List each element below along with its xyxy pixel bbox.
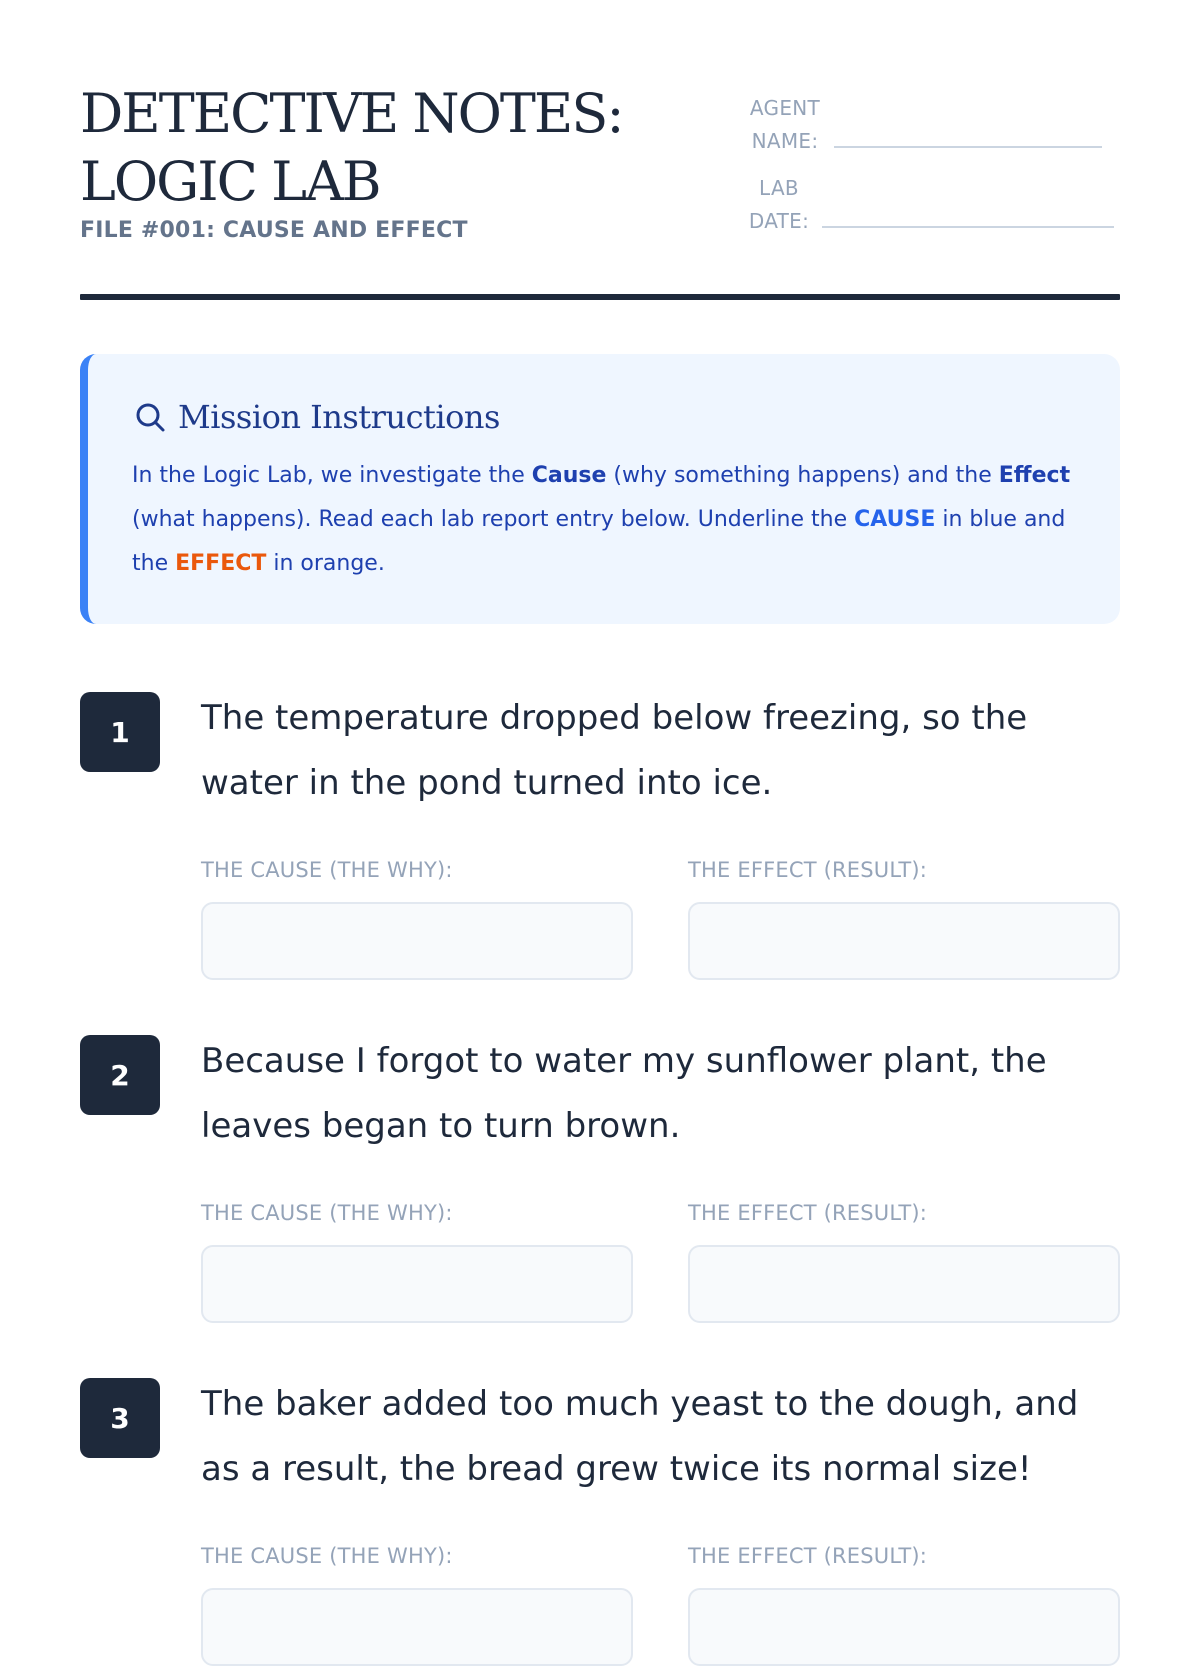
title-line-1: DETECTIVE NOTES: [80, 82, 623, 145]
worksheet-header [80, 0, 1120, 300]
question-number-badge: 3 [80, 1378, 160, 1458]
mission-text-part: (what happens). Read each lab report entry below. Underline the [132, 507, 855, 532]
mission-title: Mission Instructions [178, 398, 500, 436]
cause-label: THE CAUSE (THE WHY): [201, 1544, 453, 1568]
cause-label: THE CAUSE (THE WHY): [201, 858, 453, 882]
effect-label: THE EFFECT (RESULT): [688, 1201, 928, 1225]
page-title [80, 80, 700, 216]
lab-date-label-line-2: DATE: [748, 209, 810, 233]
question-text: The temperature dropped below freezing, so the water in the pond turned into ice. [201, 698, 1028, 803]
cause-answer-box[interactable] [201, 1245, 633, 1323]
lab-date-label-line-1: LAB [759, 176, 799, 200]
question-text: Because I forgot to water my sunflower plant, the leaves began to turn brown. [201, 1041, 1047, 1146]
mission-instructions-box [80, 354, 1120, 624]
question-text: The baker added too much yeast to the dough, and as a result, the bread grew twice its normal size! [201, 1384, 1079, 1489]
cause-keyword: CAUSE [854, 507, 936, 532]
mission-text-part: in blue and the [132, 507, 1066, 576]
question-number-badge: 2 [80, 1035, 160, 1115]
cause-answer-box[interactable] [201, 902, 633, 980]
mission-text-part: in orange. [266, 551, 385, 576]
agent-name-label [748, 92, 822, 158]
mission-text-part: (why something happens) and the [606, 463, 999, 488]
effect-keyword: EFFECT [175, 551, 267, 576]
header-divider [80, 294, 1120, 300]
worksheet-page [80, 0, 1120, 1568]
agent-name-line[interactable] [834, 146, 1102, 148]
cause-label: THE CAUSE (THE WHY): [201, 1201, 453, 1225]
cause-term: Cause [531, 463, 607, 488]
effect-answer-box[interactable] [688, 902, 1120, 980]
effect-label: THE EFFECT (RESULT): [688, 1544, 928, 1568]
effect-label: THE EFFECT (RESULT): [688, 858, 928, 882]
question-number-badge: 1 [80, 692, 160, 772]
agent-name-label-line-1: AGENT [749, 96, 821, 120]
lab-date-line[interactable] [822, 226, 1114, 228]
lab-date-field [748, 172, 1114, 238]
effect-term: Effect [998, 463, 1071, 488]
title-line-2: LOGIC LAB [80, 150, 380, 213]
file-subtitle: FILE #001: CAUSE AND EFFECT [80, 218, 468, 243]
search-icon [132, 399, 168, 435]
effect-answer-box[interactable] [688, 1245, 1120, 1323]
mission-text-part: In the Logic Lab, we investigate the [132, 463, 532, 488]
mission-heading [132, 398, 500, 436]
lab-date-label [748, 172, 810, 238]
agent-name-label-line-2: NAME: [751, 129, 819, 153]
agent-name-field [748, 92, 1102, 158]
mission-text [132, 454, 1072, 586]
